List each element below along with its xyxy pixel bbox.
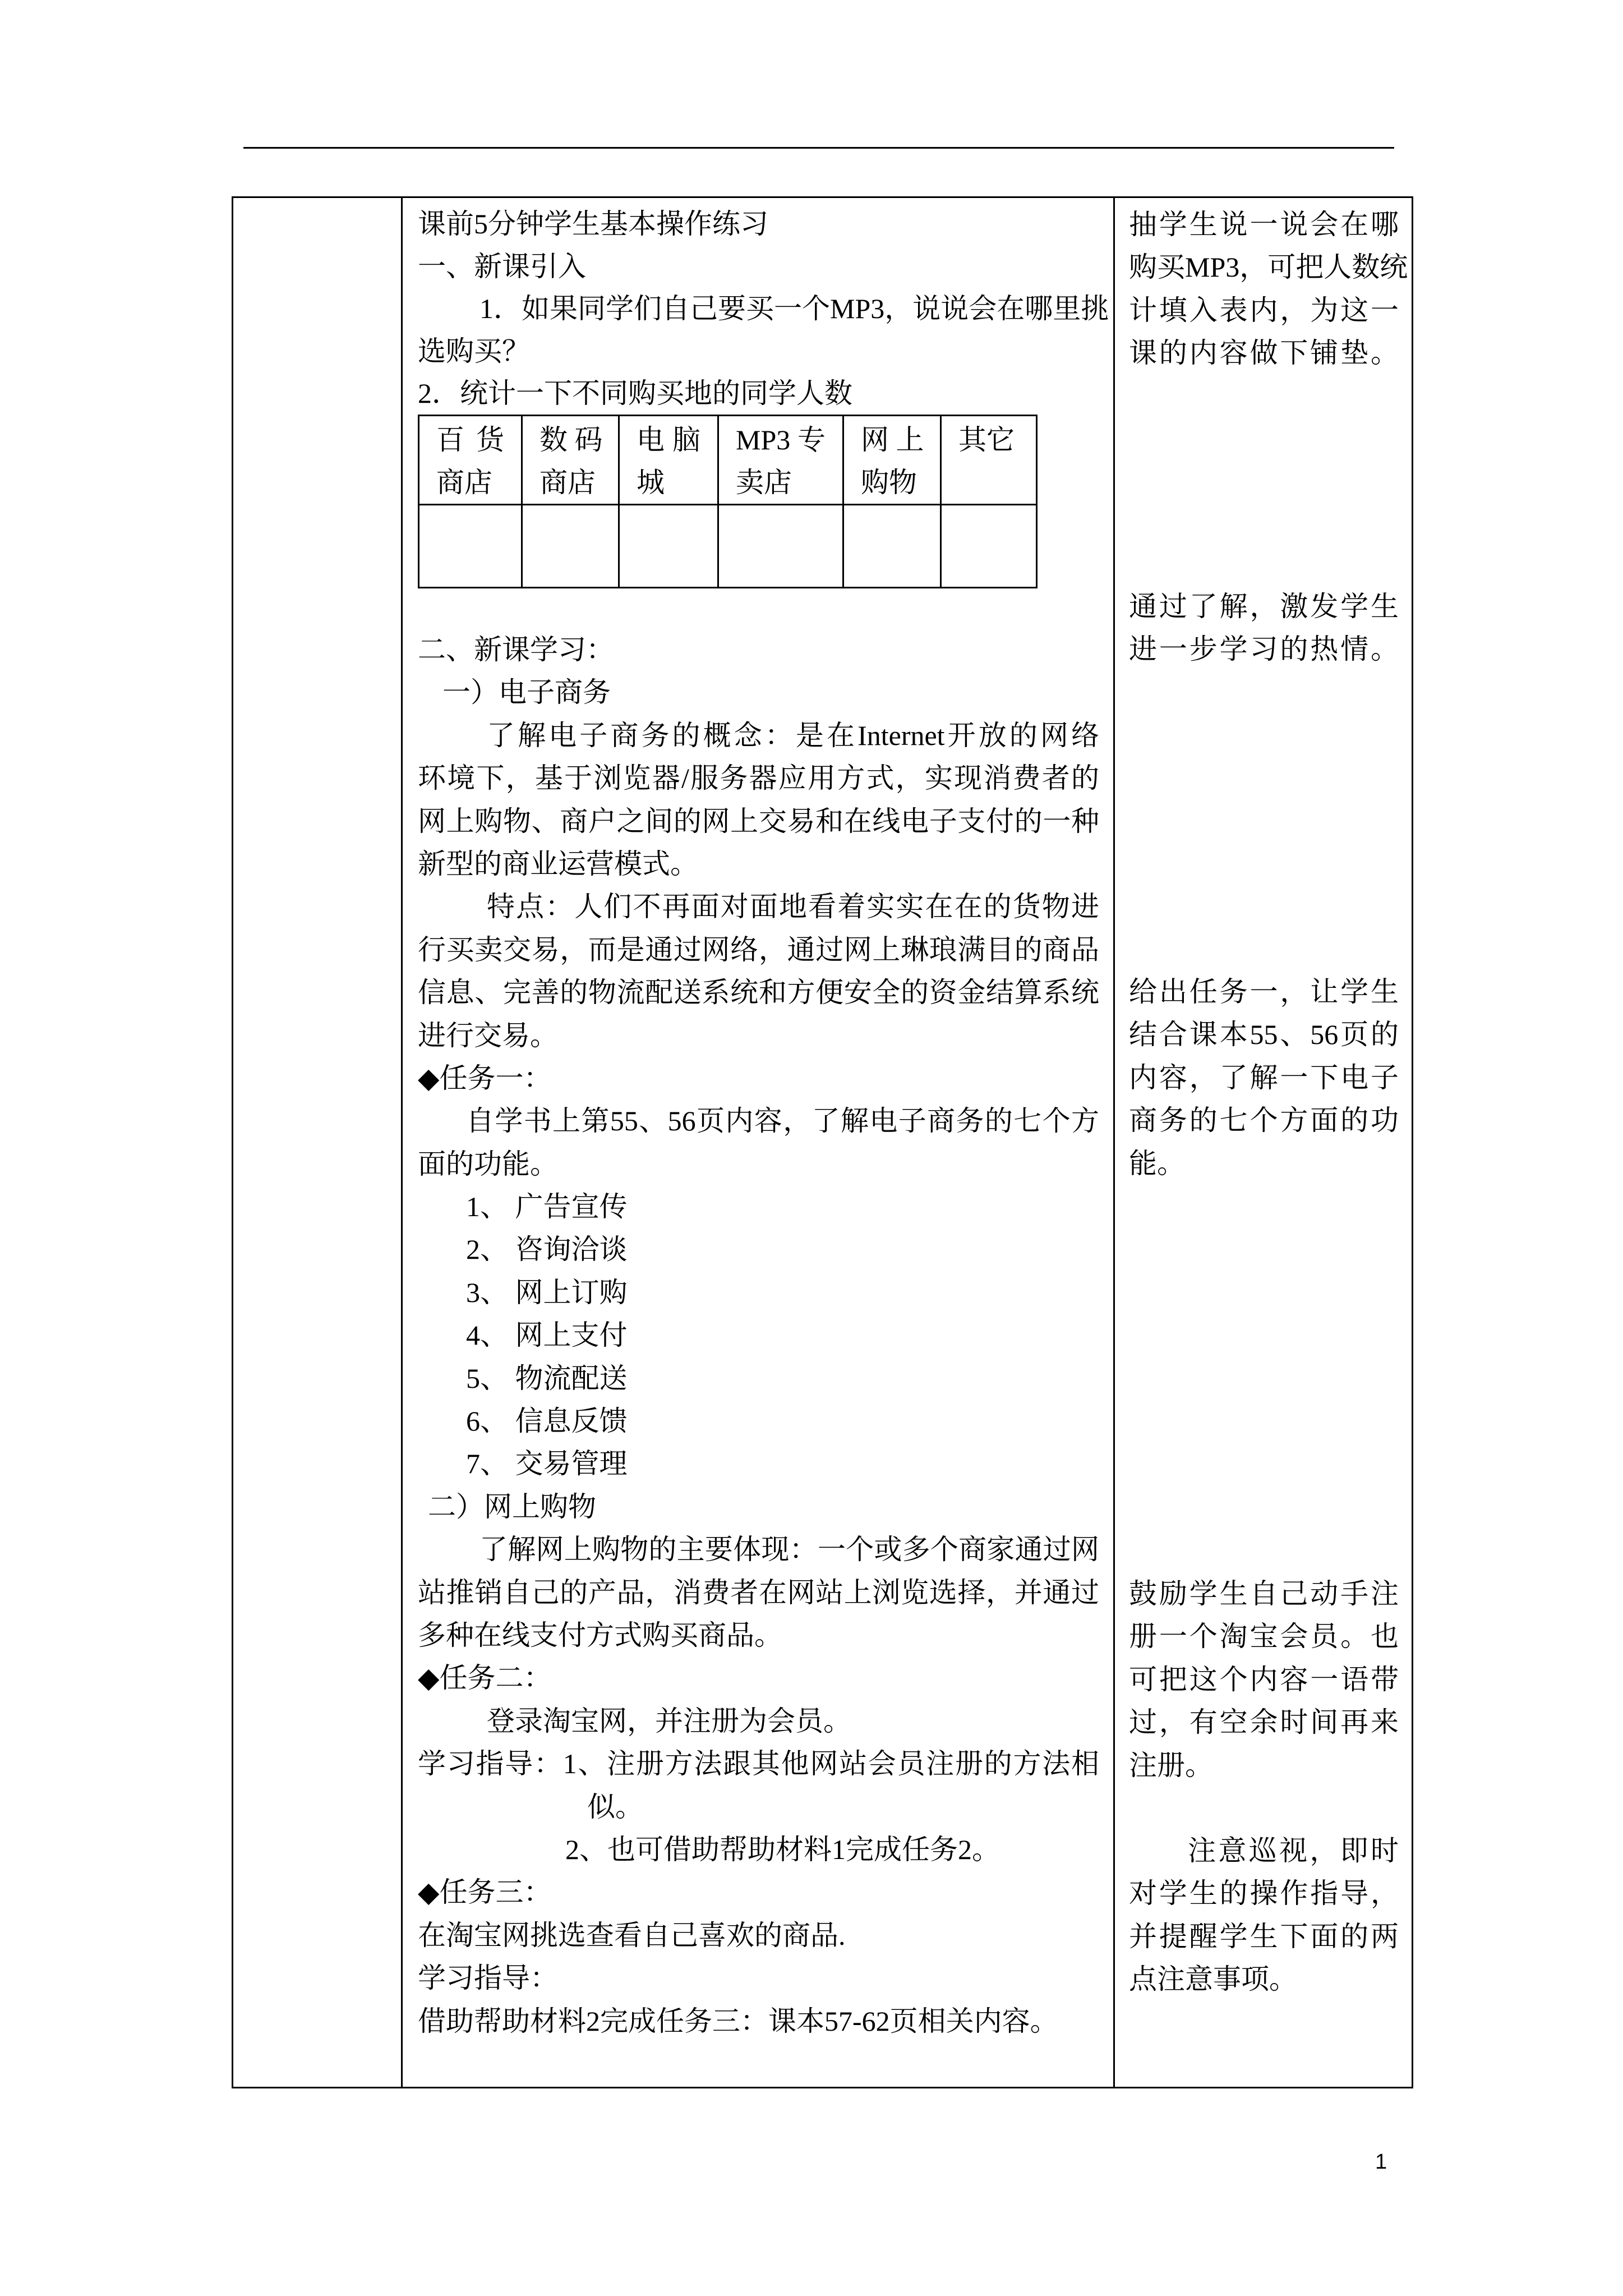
function-item: 1、 广告宣传 (466, 1191, 628, 1223)
function-item: 5、 物流配送 (466, 1362, 628, 1394)
teacher-note-group (1129, 203, 1408, 375)
task1-text-line: 自学书上第55、56页内容，了解电子商务的七个方 (466, 1105, 1099, 1137)
survey-header-line: 百 货 (436, 424, 504, 455)
function-item: 4、 网上支付 (466, 1319, 628, 1351)
features-line: 特点：人们不再面对面地看着实实在在的货物进 (487, 891, 1099, 923)
warmup-text: 课前5分钟学生基本操作练习 (418, 208, 768, 240)
survey-header-line: 卖店 (736, 467, 792, 498)
online-shopping-line: 站推销自己的产品，消费者在网站上浏览选择，并通过 (418, 1576, 1099, 1608)
function-item: 2、 咨询洽谈 (466, 1234, 628, 1266)
teacher-note-line: 结合课本55、56页的 (1129, 1019, 1399, 1051)
survey-header-line: 网 上 (861, 424, 924, 455)
concept-line: 网上购物、商户之间的网上交易和在线电子支付的一种 (418, 805, 1099, 837)
task2-guide-line: 似。 (587, 1791, 643, 1823)
survey-header-line: 商店 (540, 467, 596, 498)
new-lesson-heading: 二、新课学习： (418, 634, 614, 665)
task3-guide-label: 学习指导： (418, 1962, 558, 1994)
teacher-note-line: 商务的七个方面的功 (1129, 1105, 1399, 1137)
intro-question1-line: 选购买？ (418, 335, 530, 367)
teacher-note-line: 注册。 (1129, 1749, 1213, 1781)
function-item: 3、 网上订购 (466, 1276, 628, 1308)
task3-guide: 借助帮助材料2完成任务三：课本57-62页相关内容。 (418, 2005, 1058, 2037)
online-shopping-line: 了解网上购物的主要体现：一个或多个商家通过网 (479, 1534, 1099, 1566)
teacher-note-group (1129, 970, 1399, 1185)
survey-count-cell (718, 505, 843, 588)
features-line: 行买卖交易，而是通过网络，通过网上琳琅满目的商品 (418, 933, 1099, 965)
survey-header-line: 数 码 (540, 424, 603, 455)
task1-text-line: 面的功能。 (418, 1148, 558, 1180)
survey-count-cell (843, 505, 941, 588)
function-item: 6、 信息反馈 (466, 1405, 628, 1437)
task2-text: 登录淘宝网，并注册为会员。 (487, 1705, 851, 1737)
online-shopping-heading: 二）网上购物 (428, 1490, 596, 1522)
survey-header-cell (941, 416, 1037, 505)
survey-header-cell (619, 416, 718, 505)
survey-count-cell (419, 505, 522, 588)
survey-header-line: 电 脑 (637, 424, 700, 455)
left-column-empty (233, 198, 401, 2087)
teacher-note-line: 点注意事项。 (1129, 1963, 1297, 1995)
teacher-note-line: 内容，了解一下电子 (1129, 1061, 1399, 1093)
function-item: 7、 交易管理 (466, 1448, 628, 1480)
task1-title: ◆任务一： (418, 1062, 552, 1094)
intro-heading: 一、新课引入 (418, 250, 586, 282)
teacher-note-line: 注意巡视，即时 (1188, 1835, 1399, 1866)
teacher-note-line: 可把这个内容一语带 (1129, 1663, 1399, 1695)
teacher-note-group (1129, 1572, 1399, 1787)
concept-line: 了解电子商务的概念：是在Internet开放的网络 (487, 719, 1099, 751)
teacher-note-line: 购买MP3，可把人数统 (1129, 251, 1408, 283)
task3-title: ◆任务三： (418, 1876, 552, 1908)
teacher-note-line: 计填入表内，为这一 (1129, 294, 1399, 326)
teacher-note-group (1129, 1829, 1399, 2001)
task2-title: ◆任务二： (418, 1662, 552, 1694)
survey-count-cell (619, 505, 718, 588)
teacher-note-line: 过，有空余时间再来 (1129, 1706, 1399, 1738)
column-divider (401, 196, 403, 2088)
survey-header-cell (843, 416, 941, 505)
survey-count-cell (941, 505, 1037, 588)
survey-header-cell (419, 416, 522, 505)
teacher-note-line: 通过了解，激发学生 (1129, 591, 1399, 622)
teaching-content-intro (418, 203, 1109, 415)
ecommerce-heading: 一）电子商务 (442, 677, 611, 708)
column-divider (1113, 196, 1115, 2088)
header-rule (243, 147, 1394, 149)
teacher-note-line: 给出任务一，让学生 (1129, 976, 1399, 1007)
intro-question2: 2．统计一下不同购买地的同学人数 (418, 378, 852, 409)
task3-text: 在淘宝网挑选查看自己喜欢的商品. (418, 1919, 846, 1951)
task2-guide-line: 学习指导：1、注册方法跟其他网站会员注册的方法相 (418, 1748, 1099, 1780)
task2-guide-line: 2、也可借助帮助材料1完成任务2。 (565, 1833, 1000, 1865)
online-shopping-line: 多种在线支付方式购买商品。 (418, 1619, 782, 1651)
teacher-note-line: 册一个淘宝会员。也 (1129, 1621, 1399, 1653)
teacher-note-line: 抽学生说一说会在哪 (1129, 209, 1399, 240)
features-line: 信息、完善的物流配送系统和方便安全的资金结算系统 (418, 977, 1099, 1009)
concept-line: 新型的商业运营模式。 (418, 848, 698, 880)
features-line: 进行交易。 (418, 1019, 558, 1051)
teacher-note-group (1129, 585, 1399, 671)
survey-header-cell (718, 416, 843, 505)
survey-header-line: MP3 专 (736, 424, 826, 455)
teacher-note-line: 并提醒学生下面的两 (1129, 1920, 1399, 1952)
intro-question1-line: 1．如果同学们自己要买一个MP3，说说会在哪里挑 (479, 293, 1109, 325)
concept-line: 环境下，基于浏览器/服务器应用方式，实现消费者的 (418, 762, 1099, 794)
survey-header-line: 购物 (861, 467, 917, 498)
survey-header-line: 其它 (958, 424, 1015, 455)
survey-count-cell (522, 505, 619, 588)
teacher-note-line: 鼓励学生自己动手注 (1129, 1578, 1399, 1609)
teacher-note-line: 课的内容做下铺垫。 (1129, 337, 1399, 369)
teacher-note-line: 对学生的操作指导， (1129, 1878, 1399, 1910)
teacher-note-line: 进一步学习的热情。 (1129, 633, 1399, 665)
teacher-note-line: 能。 (1129, 1147, 1185, 1179)
survey-count-row (419, 505, 1037, 588)
survey-header-row (419, 416, 1037, 505)
teaching-content-new-lesson (418, 628, 1099, 2042)
survey-header-cell (522, 416, 619, 505)
page-number: 1 (1375, 2150, 1387, 2174)
survey-header-line: 城 (637, 467, 665, 498)
survey-table (418, 415, 1038, 588)
survey-header-line: 商店 (436, 467, 492, 498)
